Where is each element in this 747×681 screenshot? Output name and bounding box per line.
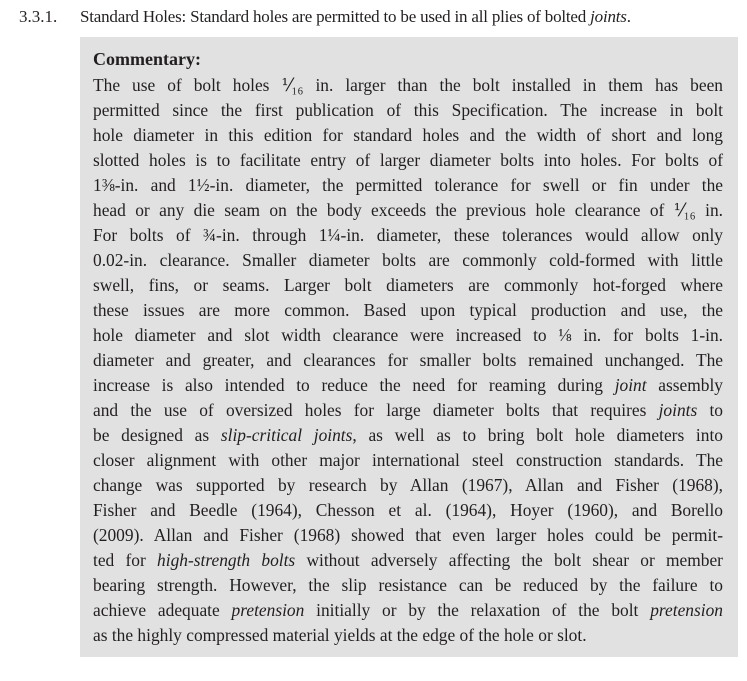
commentary-box	[80, 37, 738, 657]
commentary-line: as the highly compressed material yields at the edge of the hole or slot.	[93, 625, 587, 645]
term-italic: joints	[658, 400, 698, 420]
section-lead: Standard Holes: Standard holes are permitted to be used in all plies of bolted	[80, 7, 591, 26]
commentary-line: hole diameter in this edition for standard holes and the width of short and long	[93, 125, 723, 145]
commentary-line: 0.02-in. clearance. Smaller diameter bolts are commonly cold-formed with little	[93, 250, 723, 270]
commentary-line: ted for high-strength bolts without adversely affecting the bolt shear or member	[93, 550, 723, 570]
term-italic: slip-critical joints	[220, 425, 353, 445]
commentary-line: be designed as slip-critical joints, as well as to bring bolt hole diameters into	[93, 425, 723, 445]
commentary-line: bearing strength. However, the slip resistance can be reduced by the failure to	[93, 575, 723, 595]
commentary-body	[93, 73, 723, 648]
commentary-line: swell, fins, or seams. Larger bolt diameters are commonly hot-forged where	[93, 275, 723, 295]
term-italic: pretension	[650, 600, 723, 620]
section-number: 3.3.1.	[19, 7, 58, 26]
term-italic: high-strength bolts	[157, 550, 296, 570]
section-lead-term: joints	[590, 7, 627, 26]
term-italic: joint	[614, 375, 647, 395]
term-italic: pretension	[231, 600, 305, 620]
commentary-line: The use of bolt holes ⅟₁₆ in. larger than the bolt installed in them has been	[93, 75, 723, 95]
commentary-line: diameter and greater, and clearances for smaller bolts remained unchanged. The	[93, 350, 723, 370]
commentary-line: and the use of oversized holes for large diameter bolts that requires joints to	[93, 400, 724, 420]
commentary-line: For bolts of ¾-in. through 1¼-in. diameter, these tolerances would allow only	[93, 225, 723, 245]
commentary-line: 1⅜-in. and 1½-in. diameter, the permitted tolerance for swell or fin under the	[93, 175, 723, 195]
commentary-line: (2009). Allan and Fisher (1968) showed that even larger holes could be permit-	[93, 525, 723, 545]
section-lead-end: .	[626, 7, 631, 26]
commentary-line: Fisher and Beedle (1964), Chesson et al. (1964), Hoyer (1960), and Borello	[93, 500, 723, 520]
commentary-line: head or any die seam on the body exceeds the previous hole clearance of ⅟₁₆ in.	[93, 200, 723, 220]
commentary-line: achieve adequate pretension initially or by the relaxation of the bolt pretension	[93, 600, 723, 620]
commentary-line: permitted since the first publication of this Specification. The increase in bolt	[93, 100, 723, 120]
commentary-line: increase is also intended to reduce the need for reaming during joint assembly	[93, 375, 723, 395]
commentary-line: change was supported by research by Allan (1967), Allan and Fisher (1968),	[93, 475, 723, 495]
section-heading	[0, 0, 747, 30]
commentary-line: hole diameter and slot width clearance were increased to ⅛ in. for bolts 1-in.	[93, 325, 723, 345]
commentary-title: Commentary:	[93, 49, 201, 69]
section-text	[80, 7, 631, 27]
commentary-line: closer alignment with other major international steel construction standards. The	[93, 450, 723, 470]
commentary-line: slotted holes is to facilitate entry of larger diameter bolts into holes. For bolts of	[93, 150, 723, 170]
commentary-line: these issues are more common. Based upon typical production and use, the	[93, 300, 723, 320]
